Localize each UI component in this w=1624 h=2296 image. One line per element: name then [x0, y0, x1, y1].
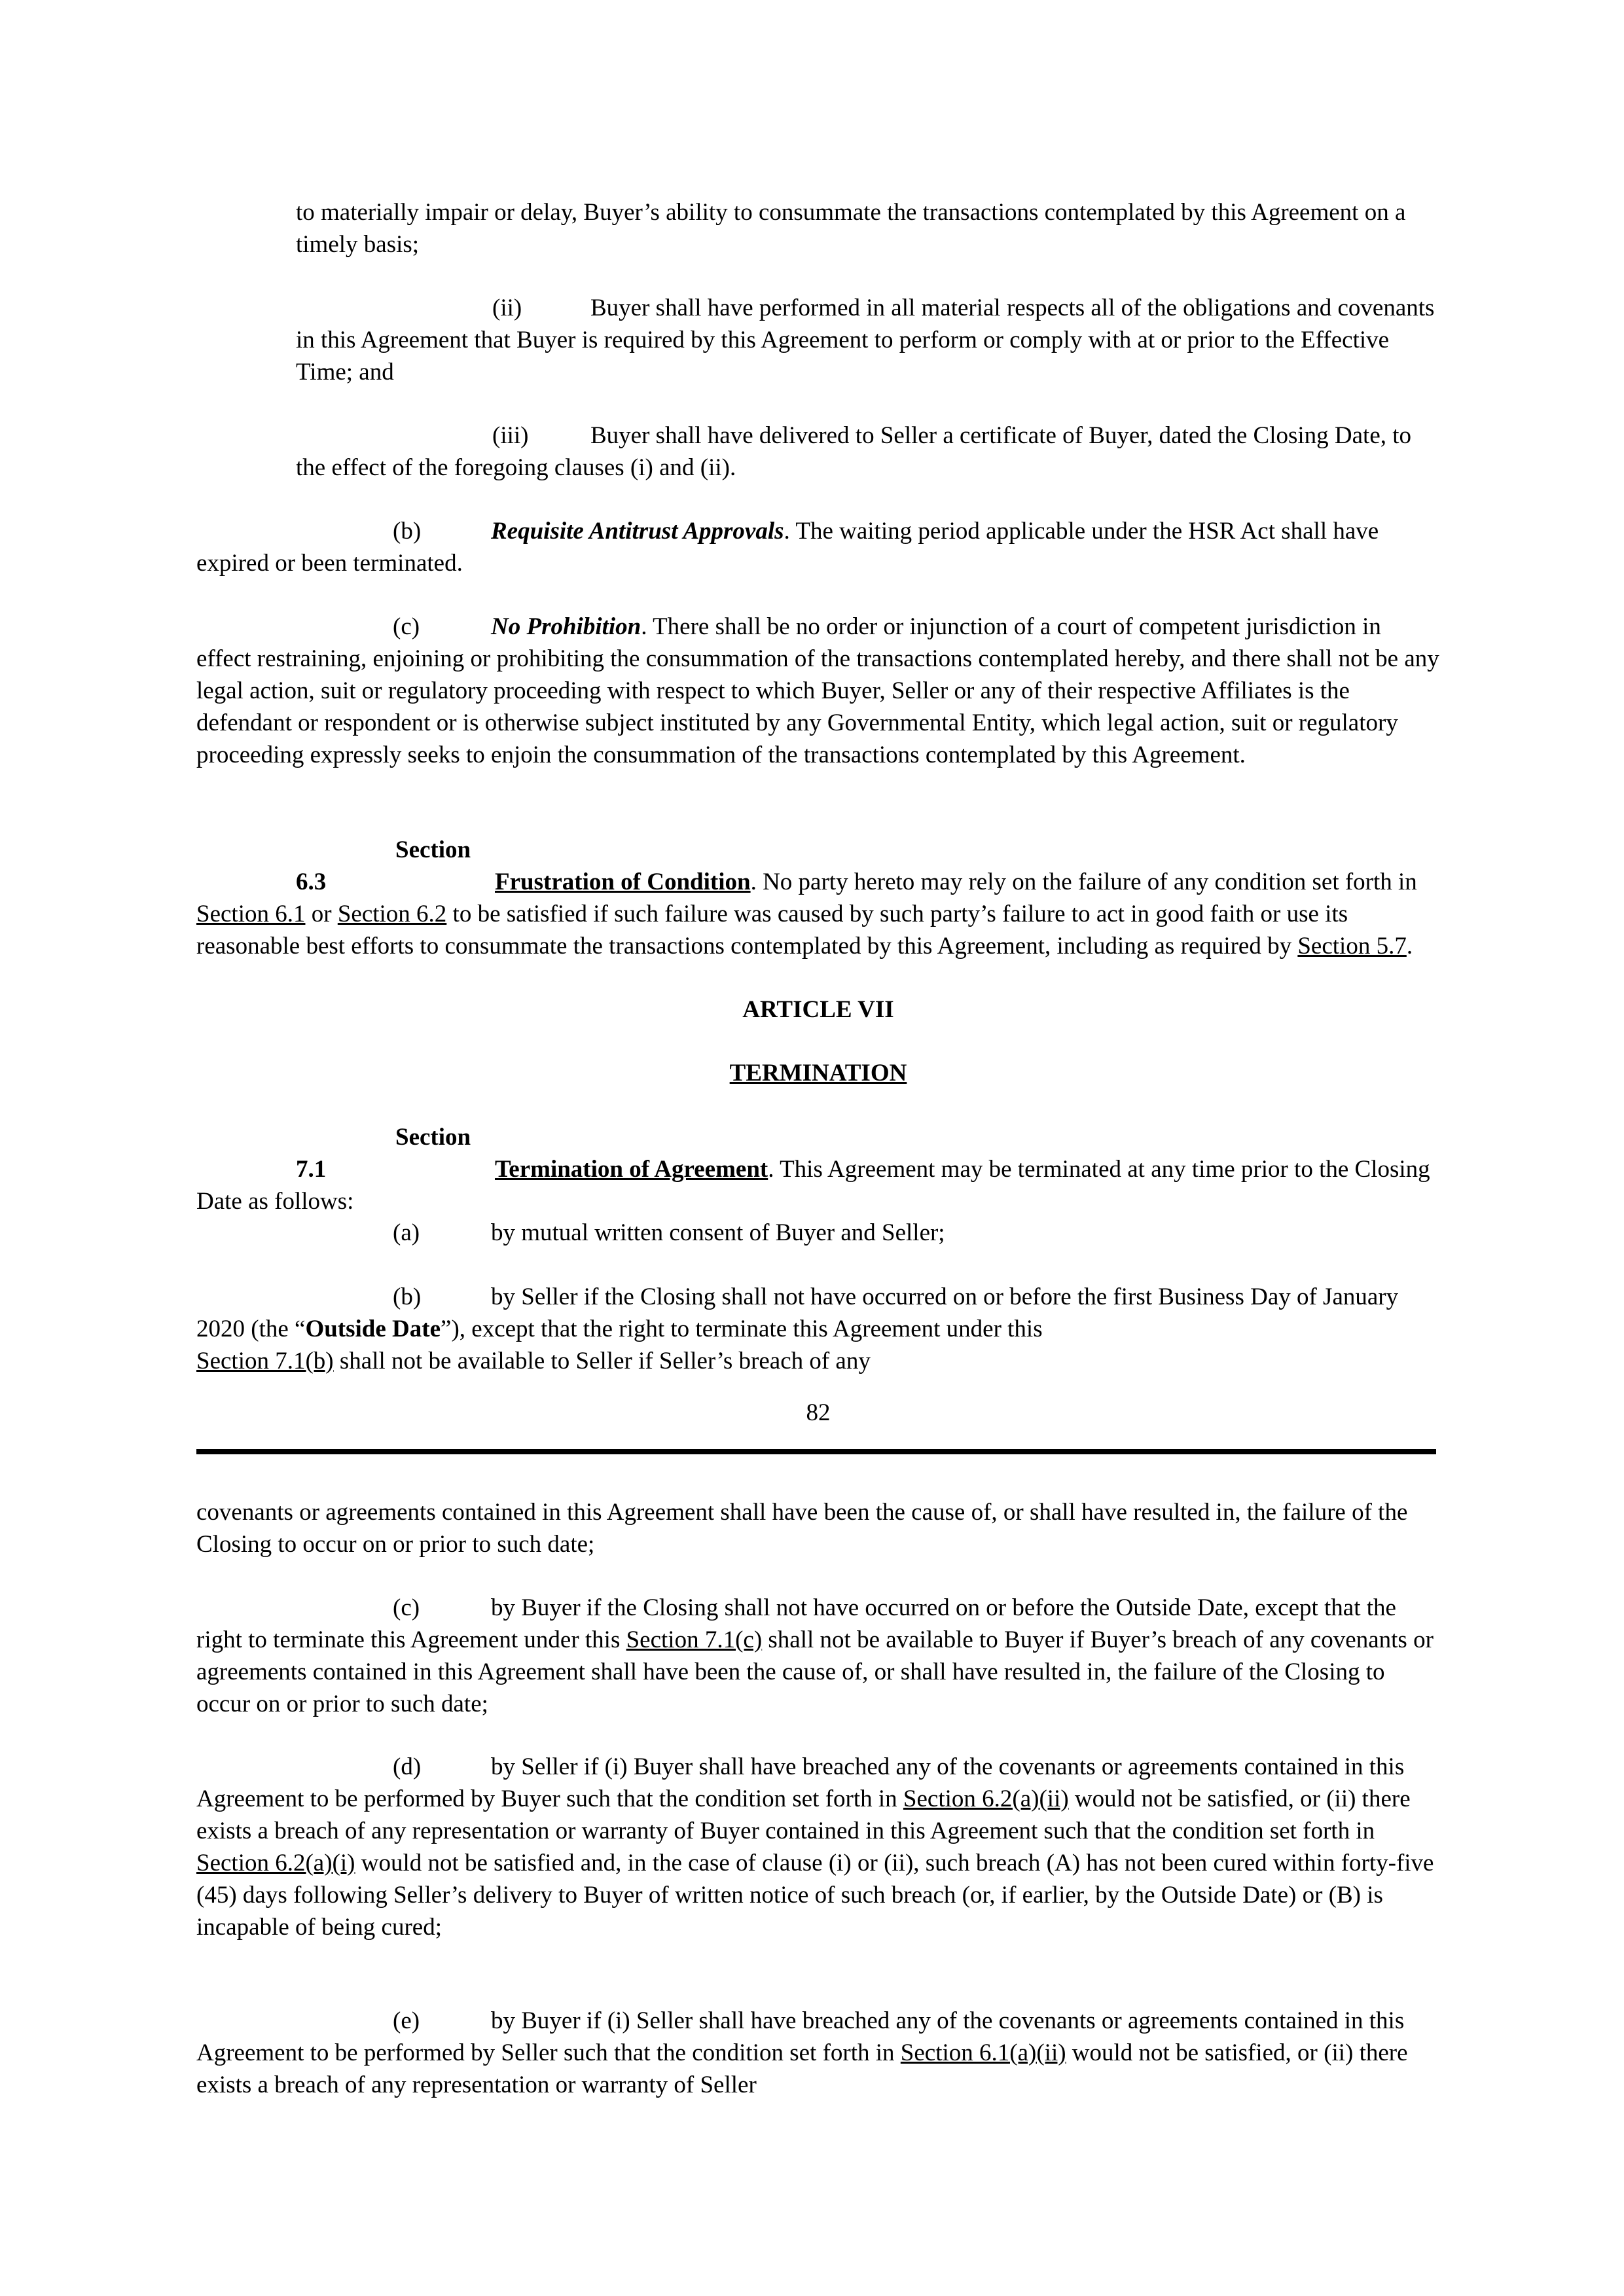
page-break-rule: [196, 1449, 1436, 1454]
section-heading: Termination of Agreement: [495, 1156, 768, 1183]
page-number: 82: [806, 1399, 831, 1426]
clause-iii: [296, 420, 1440, 484]
article-title-text: TERMINATION: [729, 1060, 907, 1086]
cross-reference-link[interactable]: Section 7.1(b): [196, 1348, 334, 1374]
article-title: [196, 1057, 1440, 1089]
clause-e-buyer: [196, 2005, 1440, 2101]
section-heading: Frustration of Condition: [495, 869, 751, 895]
clause-text: ”), except that the right to terminate this Agreement under this: [441, 1316, 1043, 1342]
section-label: Section 6.3: [296, 836, 471, 895]
clause-text: Buyer shall have performed in all material respects all of the obligations and covenants in this Agreement that Buyer is required by this Agreement to perform or comply with at or prior to the Effective Time; and: [296, 295, 1435, 386]
paragraph-text: covenants or agreements contained in this Agreement shall have been the cause of, or shall have resulted in, the failure of the Closing to occur on or prior to such date;: [196, 1499, 1408, 1558]
clause-number: (c): [393, 613, 420, 640]
clause-text: would not be satisfied and, in the case of clause (i) or (ii), such breach (A) has not been cured within forty-five (45) days following Seller’s delivery to Buyer of written notice of such breach (or, if earlier, by the Outside Date) or (B) is incapable of being cured;: [196, 1850, 1434, 1941]
clause-text: shall not be available to Buyer if Buyer’s breach of any covenants or agreements contained in this Agreement shall have been the cause of, or shall have resulted in, the failure of the Closing to occur on or prior to such date;: [196, 1626, 1434, 1717]
section-text: .: [1406, 933, 1413, 960]
clause-number: (a): [393, 1219, 420, 1246]
clause-text: shall not be available to Seller if Seller’s breach of any: [333, 1348, 871, 1374]
clause-text: Buyer shall have delivered to Seller a certificate of Buyer, dated the Closing Date, to the effect of the foregoing clauses (i) and (ii).: [296, 422, 1412, 481]
clause-number: (b): [393, 518, 422, 545]
clause-number: (c): [393, 1594, 420, 1621]
clause-text: . There shall be no order or injunction of a court of competent jurisdiction in effect restraining, enjoining or prohibiting the consummation of the transactions contemplated hereby, and there shall not be any legal action, suit or regulatory proceeding with respect to which Buyer, Seller or any of their respective Affiliates is the defendant or respondent or is otherwise subject instituted by any Governmental Entity, which legal action, suit or regulatory proceeding expressly seeks to enjoin the consummation of the transactions contemplated by this Agreement.: [196, 613, 1439, 768]
cross-reference-link[interactable]: Section 7.1(c): [626, 1626, 763, 1653]
section-text: or: [305, 901, 338, 927]
cross-reference-link[interactable]: Section 6.2(a)(i): [196, 1850, 355, 1876]
clause-heading: Requisite Antitrust Approvals: [491, 518, 784, 545]
defined-term: Outside Date: [305, 1316, 441, 1342]
clause-number: (d): [393, 1753, 422, 1780]
section-text: . No party hereto may rely on the failure of any condition set forth in: [750, 869, 1417, 895]
section-7-1: [196, 1121, 1440, 1217]
clause-number: (b): [393, 1283, 422, 1310]
clause-b-outside-date: [196, 1281, 1440, 1377]
clause-text: by mutual written consent of Buyer and Seller;: [491, 1219, 945, 1246]
section-text: . This Agreement may be terminated at any time prior to the Closing Date as follows:: [196, 1156, 1430, 1215]
cross-reference-link[interactable]: Section 6.1(a)(ii): [900, 2039, 1066, 2066]
clause-text: by Buyer if the Closing shall not have occurred on or before the Outside Date, except that the right to terminate this Agreement under this: [196, 1594, 1396, 1653]
cross-reference-link[interactable]: Section 6.1: [196, 901, 306, 927]
cross-reference-link[interactable]: Section 5.7: [1297, 933, 1407, 960]
clause-text: . The waiting period applicable under the HSR Act shall have expired or been terminated.: [196, 518, 1379, 577]
clause-number: (e): [393, 2007, 420, 2034]
paragraph-continuation: [196, 1496, 1440, 1560]
section-text: to be satisfied if such failure was caused by such party’s failure to act in good faith or use its reasonable best efforts to consummate the transactions contemplated by this Agreement, including as required by: [196, 901, 1348, 960]
article-heading: ARTICLE VII: [742, 996, 894, 1023]
cross-reference-link[interactable]: Section 6.2(a)(ii): [903, 1785, 1069, 1812]
clause-ii: [296, 292, 1440, 388]
clause-number: (ii): [492, 295, 522, 321]
paragraph-text: to materially impair or delay, Buyer’s ability to consummate the transactions contemplated by this Agreement on a timely basis;: [296, 199, 1406, 258]
clause-text: would not be satisfied, or (ii) there exists a breach of any representation or warranty of Buyer contained in this Agreement such that the condition set forth in: [196, 1785, 1411, 1844]
clause-c-no-prohibition: [196, 611, 1440, 771]
clause-a: [196, 1217, 1440, 1249]
clause-text: by Seller if the Closing shall not have occurred on or before the first Business Day of January 2020 (the “: [196, 1283, 1399, 1342]
cross-reference-link[interactable]: Section 6.2: [337, 901, 447, 927]
section-label: Section 7.1: [296, 1124, 471, 1183]
clause-heading: No Prohibition: [491, 613, 641, 640]
clause-number: (iii): [492, 422, 529, 449]
clause-b-antitrust: [196, 515, 1440, 579]
clause-text: by Buyer if (i) Seller shall have breached any of the covenants or agreements contained in this Agreement to be performed by Seller such that the condition set forth in: [196, 2007, 1405, 2066]
section-6-3: [196, 834, 1440, 962]
clause-c-buyer: [196, 1592, 1440, 1720]
paragraph-continuation: [296, 196, 1440, 260]
clause-d-seller: [196, 1751, 1440, 1943]
clause-text: by Seller if (i) Buyer shall have breached any of the covenants or agreements contained in this Agreement to be performed by Buyer such that the condition set forth in: [196, 1753, 1405, 1812]
clause-text: would not be satisfied, or (ii) there exists a breach of any representation or warranty of Seller: [196, 2039, 1408, 2098]
